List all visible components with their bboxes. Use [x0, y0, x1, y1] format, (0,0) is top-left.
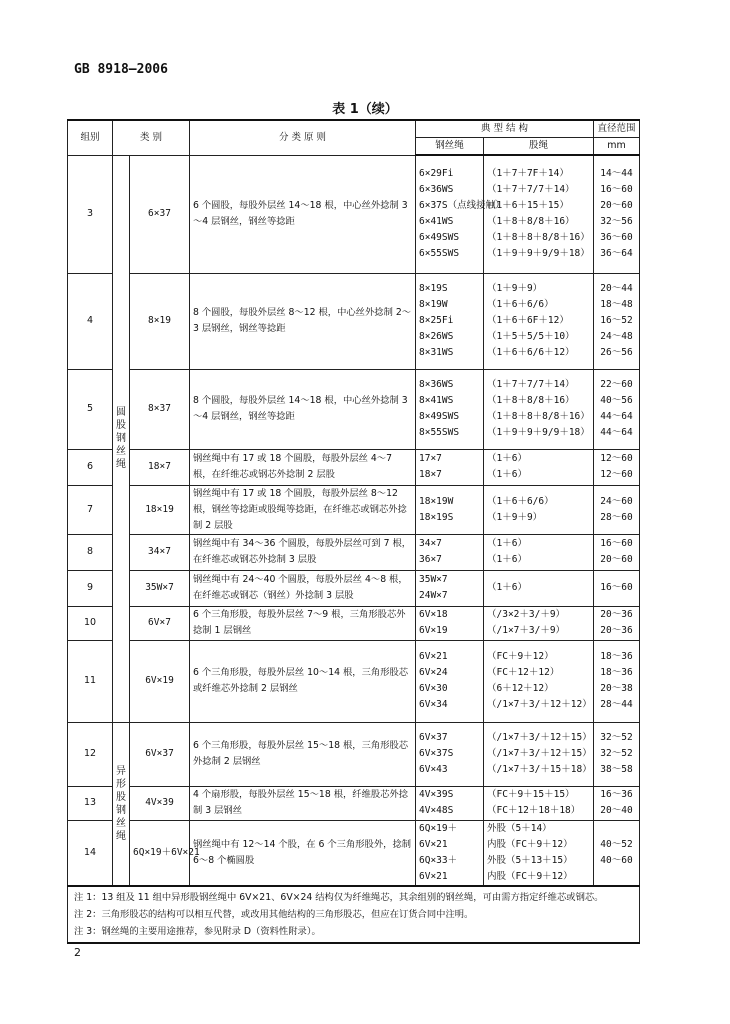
- strand-structure-line: （FC＋9＋12）: [487, 651, 554, 662]
- round-strand-group-label: [113, 155, 130, 722]
- strand-structure: [484, 485, 594, 534]
- category-cell: 6V×37: [130, 722, 190, 786]
- diameter-range: [594, 570, 640, 606]
- strand-structure-line: （/1×7＋3/＋12＋15）: [487, 732, 592, 743]
- note-2: 注 2：三角形股芯的结构可以相互代替，或改用其他结构的三角形股芯，但应在订货合同中注明。: [74, 909, 474, 920]
- strand-structure-line: （1＋6）: [487, 538, 527, 549]
- diameter-range: [594, 534, 640, 570]
- diameter-range-line: 20～60: [600, 554, 633, 565]
- group-char: 股: [116, 420, 126, 431]
- rope-structure-line: 6V×43: [419, 764, 448, 775]
- rope-structure-line: 8×25Fi: [419, 315, 454, 326]
- table-row: [68, 820, 640, 886]
- diameter-range: [594, 485, 640, 534]
- rope-structure-line: 8×19W: [419, 299, 448, 310]
- diameter-range-line: 32～56: [600, 216, 633, 228]
- diameter-range: [594, 722, 640, 786]
- principle-cell: 4 个扇形股，每股外层丝 15～18 根，纤维股芯外捻制 3 层钢丝: [190, 786, 416, 820]
- diameter-range-line: 26～56: [600, 347, 633, 358]
- rope-structure-line: 8×31WS: [419, 347, 454, 358]
- group-char: 绳: [116, 459, 126, 470]
- strand-structure-line: （FC＋12＋12）: [487, 667, 560, 678]
- group-char: 异: [116, 765, 126, 777]
- category-cell: 18×7: [130, 449, 190, 485]
- diameter-range-line: 36～60: [600, 232, 633, 244]
- rope-structure: [416, 273, 484, 369]
- rope-structure-line: 6Q×33＋: [419, 854, 458, 866]
- diameter-range-line: 20～44: [600, 283, 633, 294]
- table-notes: [68, 886, 640, 943]
- strand-structure-line: （1＋6＋6/6）: [487, 299, 554, 310]
- rope-structure: [416, 570, 484, 606]
- rope-structure-line: 6×29Fi: [419, 168, 454, 180]
- rope-structure: [416, 534, 484, 570]
- rope-classification-table: [67, 119, 640, 944]
- strand-structure-line: （/1×7＋3/＋12＋15）: [487, 748, 592, 759]
- strand-structure-line: 外股（5＋14）: [487, 822, 552, 834]
- diameter-range-line: 18～36: [600, 651, 633, 662]
- strand-structure-line: （1＋8＋8/8＋16）: [487, 395, 575, 406]
- strand-structure-line: （1＋7＋7F＋14）: [487, 168, 569, 180]
- category-cell: 6×37: [130, 155, 190, 273]
- rope-structure-line: 4V×48S: [419, 805, 454, 816]
- rope-structure-line: 6V×21: [419, 651, 448, 662]
- strand-structure-line: （FC＋9＋15＋15）: [487, 789, 575, 800]
- strand-structure-line: （1＋8＋8＋8/8＋16）: [487, 232, 590, 244]
- rope-structure-line: 17×7: [419, 453, 442, 464]
- diameter-range-line: 16～60: [600, 582, 633, 593]
- strand-structure-line: （/3×2＋3/＋9）: [487, 609, 566, 620]
- diameter-range-line: 28～44: [600, 699, 633, 710]
- strand-structure-line: （1＋6）: [487, 453, 527, 464]
- strand-structure-line: （1＋6）: [487, 469, 527, 480]
- strand-structure-line: （/1×7＋3/＋9）: [487, 625, 566, 636]
- rope-structure: [416, 640, 484, 722]
- diameter-range-line: 20～36: [600, 609, 633, 620]
- rope-structure: [416, 606, 484, 640]
- diameter-range: [594, 820, 640, 886]
- table-row: [68, 722, 640, 786]
- strand-structure: [484, 534, 594, 570]
- strand-structure-line: （1＋9＋9＋9/9＋18）: [487, 248, 590, 260]
- group-char: 股: [116, 791, 126, 803]
- principle-cell: 6 个三角形股，每股外层丝 10～14 根，三角形股芯或纤维芯外捻制 2 层钢丝: [190, 640, 416, 722]
- group-cell: 9: [68, 570, 113, 606]
- group-char: 钢: [116, 804, 126, 816]
- strand-structure-line: （1＋9＋9＋9/9＋18）: [487, 427, 590, 438]
- rope-structure-line: 18×19W: [419, 495, 454, 507]
- strand-structure-line: 内股（FC＋9＋12）: [487, 838, 573, 850]
- diameter-range-line: 20～38: [600, 683, 633, 694]
- rope-structure-line: 6V×18: [419, 609, 448, 620]
- diameter-range-line: 32～52: [600, 748, 633, 759]
- strand-structure-line: （1＋8＋8/8＋16）: [487, 216, 575, 228]
- rope-structure-line: 4V×39S: [419, 789, 454, 800]
- strand-structure-line: （1＋6＋6F＋12）: [487, 315, 569, 326]
- group-char: 丝: [116, 817, 126, 829]
- strand-structure-line: （1＋6＋6/6）: [487, 495, 554, 507]
- strand-structure-line: 内股（FC＋9＋12）: [487, 870, 573, 882]
- header-group: 组别: [68, 120, 113, 155]
- rope-structure-line: 8×26WS: [419, 331, 454, 342]
- category-cell: 4V×39: [130, 786, 190, 820]
- diameter-range-line: 24～60: [600, 495, 633, 507]
- strand-structure-line: （6＋12＋12）: [487, 683, 554, 694]
- rope-structure-line: 6Q×19＋: [419, 822, 458, 834]
- diameter-range-line: 40～60: [600, 854, 633, 866]
- header-diameter: 直径范围: [594, 120, 640, 138]
- diameter-range-line: 40～52: [600, 838, 633, 850]
- group-cell: 8: [68, 534, 113, 570]
- rope-structure-line: 6V×19: [419, 625, 448, 636]
- strand-structure-line: （1＋9＋9）: [487, 511, 543, 523]
- strand-structure-line: 外股（5＋13＋15）: [487, 854, 573, 866]
- category-cell: 8×19: [130, 273, 190, 369]
- table-row: [68, 449, 640, 485]
- table-row: [68, 640, 640, 722]
- principle-cell: 钢丝绳中有 17 或 18 个圆股，每股外层丝 4～7 根，在纤维芯或钢芯外捻制 2 层股: [190, 449, 416, 485]
- table-row: [68, 534, 640, 570]
- strand-structure: [484, 570, 594, 606]
- strand-structure: [484, 369, 594, 449]
- category-cell: 6V×19: [130, 640, 190, 722]
- diameter-range-line: 20～36: [600, 625, 633, 636]
- rope-structure-line: 6V×24: [419, 667, 448, 678]
- table-row: [68, 273, 640, 369]
- strand-structure-line: （1＋6）: [487, 554, 527, 565]
- diameter-range-line: 44～64: [600, 411, 633, 422]
- rope-structure: [416, 485, 484, 534]
- diameter-range-line: 20～60: [600, 200, 633, 212]
- header-strand: 股绳: [484, 138, 594, 156]
- strand-structure: [484, 820, 594, 886]
- rope-structure-line: 6×49SWS: [419, 232, 460, 244]
- group-cell: 6: [68, 449, 113, 485]
- rope-structure: [416, 786, 484, 820]
- rope-structure-line: 8×55SWS: [419, 427, 460, 438]
- diameter-range-line: 36～64: [600, 248, 633, 260]
- rope-structure-line: 8×19S: [419, 283, 448, 294]
- diameter-range-line: 44～64: [600, 427, 633, 438]
- strand-structure-line: （1＋5＋5/5＋10）: [487, 331, 575, 342]
- group-cell: 11: [68, 640, 113, 722]
- table-caption: 表 1（续）: [332, 102, 398, 117]
- strand-structure-line: （1＋6＋6/6＋12）: [487, 347, 575, 358]
- principle-cell: 钢丝绳中有 34～36 个圆股，每股外层丝可到 7 根，在纤维芯或钢芯外捻制 3 层股: [190, 534, 416, 570]
- category-cell: 6V×7: [130, 606, 190, 640]
- strand-structure: [484, 640, 594, 722]
- strand-structure-line: （FC＋12＋18＋18）: [487, 805, 581, 816]
- note-1: 注 1：13 组及 11 组中异形股钢丝绳中 6V×21、6V×24 结构仅为纤维绳芯，其余组别的钢丝绳，可由需方指定纤维芯或钢芯。: [74, 892, 604, 903]
- table-row: [68, 606, 640, 640]
- standard-number: GB 8918—2006: [74, 62, 168, 77]
- diameter-range-line: 18～48: [600, 299, 633, 310]
- diameter-range-line: 16～52: [600, 315, 633, 326]
- rope-structure-line: 6×36WS: [419, 184, 454, 196]
- group-char: 丝: [116, 446, 126, 457]
- diameter-range-line: 18～36: [600, 667, 633, 678]
- rope-structure: [416, 155, 505, 273]
- principle-cell: 6 个圆股，每股外层丝 14～18 根，中心丝外捻制 3～4 层钢丝，钢丝等捻距: [190, 155, 416, 273]
- diameter-range-line: 16～60: [600, 184, 633, 196]
- principle-cell: 8 个圆股，每股外层丝 8～12 根，中心丝外捻制 2～3 层钢丝，钢丝等捻距: [190, 273, 416, 369]
- category-cell: 34×7: [130, 534, 190, 570]
- principle-cell: 6 个三角形股，每股外层丝 7～9 根，三角形股芯外捻制 1 层钢丝: [190, 606, 416, 640]
- group-char: 钢: [116, 433, 126, 444]
- category-cell: 18×19: [130, 485, 190, 534]
- diameter-range-line: 20～40: [600, 805, 633, 816]
- rope-structure-line: 6V×34: [419, 699, 448, 710]
- group-cell: 3: [68, 155, 113, 273]
- rope-structure-line: 6×41WS: [419, 216, 454, 228]
- principle-cell: 6 个三角形股，每股外层丝 15～18 根，三角形股芯外捻制 2 层钢丝: [190, 722, 416, 786]
- page-number: 2: [74, 946, 81, 959]
- category-cell: 8×37: [130, 369, 190, 449]
- diameter-range-line: 40～56: [600, 395, 633, 406]
- principle-cell: 钢丝绳中有 17 或 18 个圆股，每股外层丝 8～12 根，钢丝等捻距或股绳等捻距，在纤维芯或钢芯外捻制 2 层股: [190, 485, 416, 534]
- diameter-range: [594, 786, 640, 820]
- category-cell: 6Q×19＋6V×21: [130, 820, 190, 886]
- rope-structure-line: 6V×21: [419, 838, 448, 850]
- header-unit: mm: [594, 138, 640, 156]
- rope-structure-line: 34×7: [419, 538, 442, 549]
- strand-structure: [484, 606, 594, 640]
- diameter-range-line: 12～60: [600, 453, 633, 464]
- table-row: [68, 786, 640, 820]
- strand-structure-line: （/1×7＋3/＋12＋12）: [487, 699, 592, 710]
- strand-structure: [484, 155, 594, 273]
- rope-structure-line: 8×41WS: [419, 395, 454, 406]
- rope-structure-line: 6×37S（点线接触）: [419, 200, 505, 212]
- group-cell: 14: [68, 820, 113, 886]
- rope-structure-line: 36×7: [419, 554, 442, 565]
- group-char: 绳: [116, 830, 126, 842]
- header-category: 类 别: [113, 120, 190, 155]
- group-cell: 7: [68, 485, 113, 534]
- diameter-range: [594, 369, 640, 449]
- strand-structure-line: （1＋8＋8＋8/8＋16）: [487, 411, 590, 422]
- rope-structure-line: 6V×37: [419, 732, 448, 743]
- diameter-range-line: 22～60: [600, 379, 633, 390]
- rope-structure-line: 6V×21: [419, 870, 448, 882]
- rope-structure: [416, 449, 484, 485]
- strand-structure-line: （1＋9＋9）: [487, 283, 543, 294]
- diameter-range: [594, 273, 640, 369]
- shaped-strand-group-label: [113, 722, 130, 886]
- rope-structure-line: 8×49SWS: [419, 411, 460, 422]
- rope-structure-line: 24W×7: [419, 590, 448, 601]
- strand-structure: [484, 722, 594, 786]
- diameter-range: [594, 449, 640, 485]
- diameter-range-line: 12～60: [600, 469, 633, 480]
- rope-structure: [416, 820, 484, 886]
- rope-structure: [416, 722, 484, 786]
- group-cell: 12: [68, 722, 113, 786]
- diameter-range-line: 16～36: [600, 789, 633, 800]
- strand-structure: [484, 273, 594, 369]
- note-3: 注 3：钢丝绳的主要用途推荐，参见附录 D（资料性附录）。: [74, 926, 321, 937]
- diameter-range-line: 14～44: [600, 168, 633, 180]
- principle-cell: 钢丝绳中有 24～40 个圆股，每股外层丝 4～8 根，在纤维芯或钢芯（钢丝）外捻制 3 层股: [190, 570, 416, 606]
- diameter-range: [594, 155, 640, 273]
- rope-structure-line: 6V×37S: [419, 748, 454, 759]
- group-char: 形: [116, 778, 126, 790]
- header-rope: 钢丝绳: [416, 138, 484, 156]
- category-cell: 35W×7: [130, 570, 190, 606]
- strand-structure: [484, 786, 594, 820]
- group-char: 圆: [116, 407, 126, 418]
- group-cell: 10: [68, 606, 113, 640]
- group-cell: 4: [68, 273, 113, 369]
- rope-structure-line: 6×55SWS: [419, 248, 460, 260]
- diameter-range: [594, 606, 640, 640]
- rope-structure: [416, 369, 484, 449]
- rope-structure-line: 8×36WS: [419, 379, 454, 390]
- strand-structure-line: （1＋7＋7/7＋14）: [487, 184, 575, 196]
- strand-structure-line: （1＋6＋15＋15）: [487, 200, 569, 212]
- group-cell: 13: [68, 786, 113, 820]
- diameter-range-line: 38～58: [600, 764, 633, 775]
- strand-structure: [484, 449, 594, 485]
- strand-structure-line: （1＋7＋7/7＋14）: [487, 379, 575, 390]
- rope-structure-line: 35W×7: [419, 574, 448, 585]
- rope-structure-line: 18×7: [419, 469, 442, 480]
- diameter-range-line: 24～48: [600, 331, 633, 342]
- strand-structure-line: （/1×7＋3/＋15＋18）: [487, 764, 592, 775]
- principle-cell: 钢丝绳中有 12～14 个股，在 6 个三角形股外，捻制 6～8 个椭圆股: [190, 820, 416, 886]
- principle-cell: 8 个圆股，每股外层丝 14～18 根，中心丝外捻制 3～4 层钢丝，钢丝等捻距: [190, 369, 416, 449]
- table-row: [68, 485, 640, 534]
- header-typical: 典 型 结 构: [416, 120, 594, 138]
- diameter-range-line: 32～52: [600, 732, 633, 743]
- header-principle: 分 类 原 则: [190, 120, 416, 155]
- strand-structure-line: （1＋6）: [487, 582, 527, 593]
- rope-structure-line: 6V×30: [419, 683, 448, 694]
- diameter-range-line: 16～60: [600, 538, 633, 549]
- table-row: [68, 369, 640, 449]
- group-cell: 5: [68, 369, 113, 449]
- diameter-range-line: 28～60: [600, 511, 633, 523]
- diameter-range: [594, 640, 640, 722]
- rope-structure-line: 18×19S: [419, 511, 454, 523]
- table-row: [68, 570, 640, 606]
- table-row: [68, 155, 640, 273]
